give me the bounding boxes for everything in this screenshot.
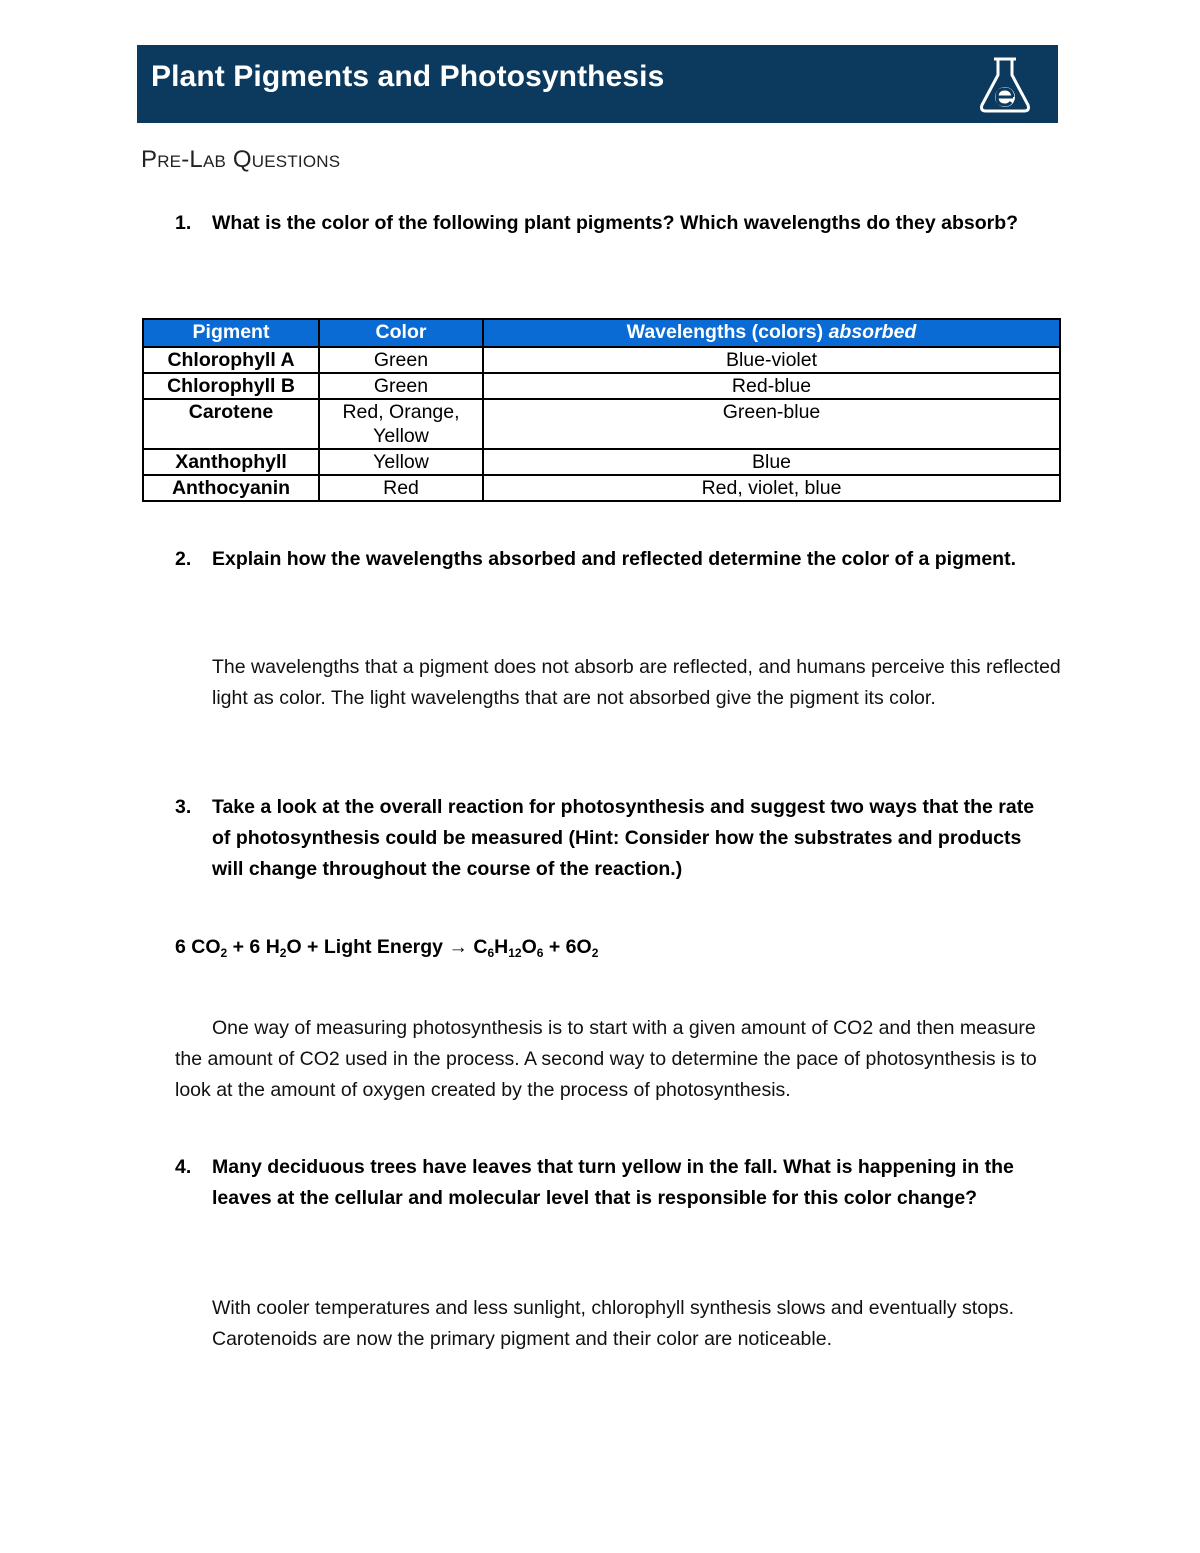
- pigment-cell: Carotene: [143, 399, 319, 449]
- document-title: Plant Pigments and Photosynthesis: [151, 60, 665, 93]
- header-pigment: Pigment: [143, 319, 319, 347]
- wavelength-cell: Green-blue: [483, 399, 1060, 449]
- wavelength-cell: Blue: [483, 449, 1060, 475]
- page-header: [137, 45, 1058, 123]
- question-text: Explain how the wavelengths absorbed and reflected determine the color of a pigment.: [212, 548, 1016, 570]
- question-1: [175, 208, 1055, 239]
- table-row: [143, 347, 1060, 373]
- answer-3: One way of measuring photosynthesis is to start with a given amount of CO2 and then measure the amount of CO2 used in the process. A second way to determine the pace of photosynthesis is to look at the amount of oxygen created by the process of photosynthesis.: [175, 1017, 1037, 1101]
- question-text: What is the color of the following plant pigments? Which wavelengths do they absorb?: [212, 212, 1019, 234]
- wavelength-cell: Red, violet, blue: [483, 475, 1060, 501]
- question-text: Take a look at the overall reaction for photosynthesis and suggest two ways that the rate of photosynthesis could be measured (Hint: Consider how the substrates and products will change throughout the course of the reaction.): [212, 796, 1035, 880]
- question-4: [175, 1152, 1055, 1214]
- wavelength-cell: Blue-violet: [483, 347, 1060, 373]
- header-wavelengths: Wavelengths (colors) absorbed: [483, 319, 1060, 347]
- flask-e-logo-icon: [974, 53, 1036, 115]
- question-number: 4.: [175, 1156, 192, 1178]
- question-2: [175, 544, 1055, 575]
- wavelength-cell: Red-blue: [483, 373, 1060, 399]
- answer-2: The wavelengths that a pigment does not absorb are reflected, and humans perceive this reflected light as color. The light wavelengths that are not absorbed give the pigment its color.: [212, 656, 1061, 709]
- header-color: Color: [319, 319, 483, 347]
- pigment-cell: Chlorophyll A: [143, 347, 319, 373]
- pigment-cell: Anthocyanin: [143, 475, 319, 501]
- pigment-table: [142, 318, 1061, 502]
- table-row: [143, 399, 1060, 449]
- color-cell: Yellow: [319, 449, 483, 475]
- photosynthesis-equation: 6 $CO_2 + 6$ $H_2O$ + Light Energy → $C_6H_{12}O_6 + 6O_2$: [175, 936, 599, 960]
- color-cell: Red: [319, 475, 483, 501]
- pigment-cell: Chlorophyll B: [143, 373, 319, 399]
- question-3: [175, 792, 1055, 885]
- question-number: 2.: [175, 548, 192, 570]
- table-row: [143, 373, 1060, 399]
- color-cell: Green: [319, 347, 483, 373]
- table-header-row: [143, 319, 1060, 347]
- question-number: 3.: [175, 796, 192, 818]
- color-cell: Red, Orange, Yellow: [319, 399, 483, 449]
- section-title: Pre-Lab Questions: [141, 146, 341, 173]
- question-number: 1.: [175, 212, 192, 234]
- answer-4: With cooler temperatures and less sunlight, chlorophyll synthesis slows and eventually stops. Carotenoids are now the primary pigment and their color are noticeable.: [212, 1297, 1015, 1350]
- color-cell: Green: [319, 373, 483, 399]
- question-text: Many deciduous trees have leaves that turn yellow in the fall. What is happening in the leaves at the cellular and molecular level that is responsible for this color change?: [212, 1156, 1014, 1209]
- table-row: [143, 449, 1060, 475]
- table-row: [143, 475, 1060, 501]
- pigment-cell: Xanthophyll: [143, 449, 319, 475]
